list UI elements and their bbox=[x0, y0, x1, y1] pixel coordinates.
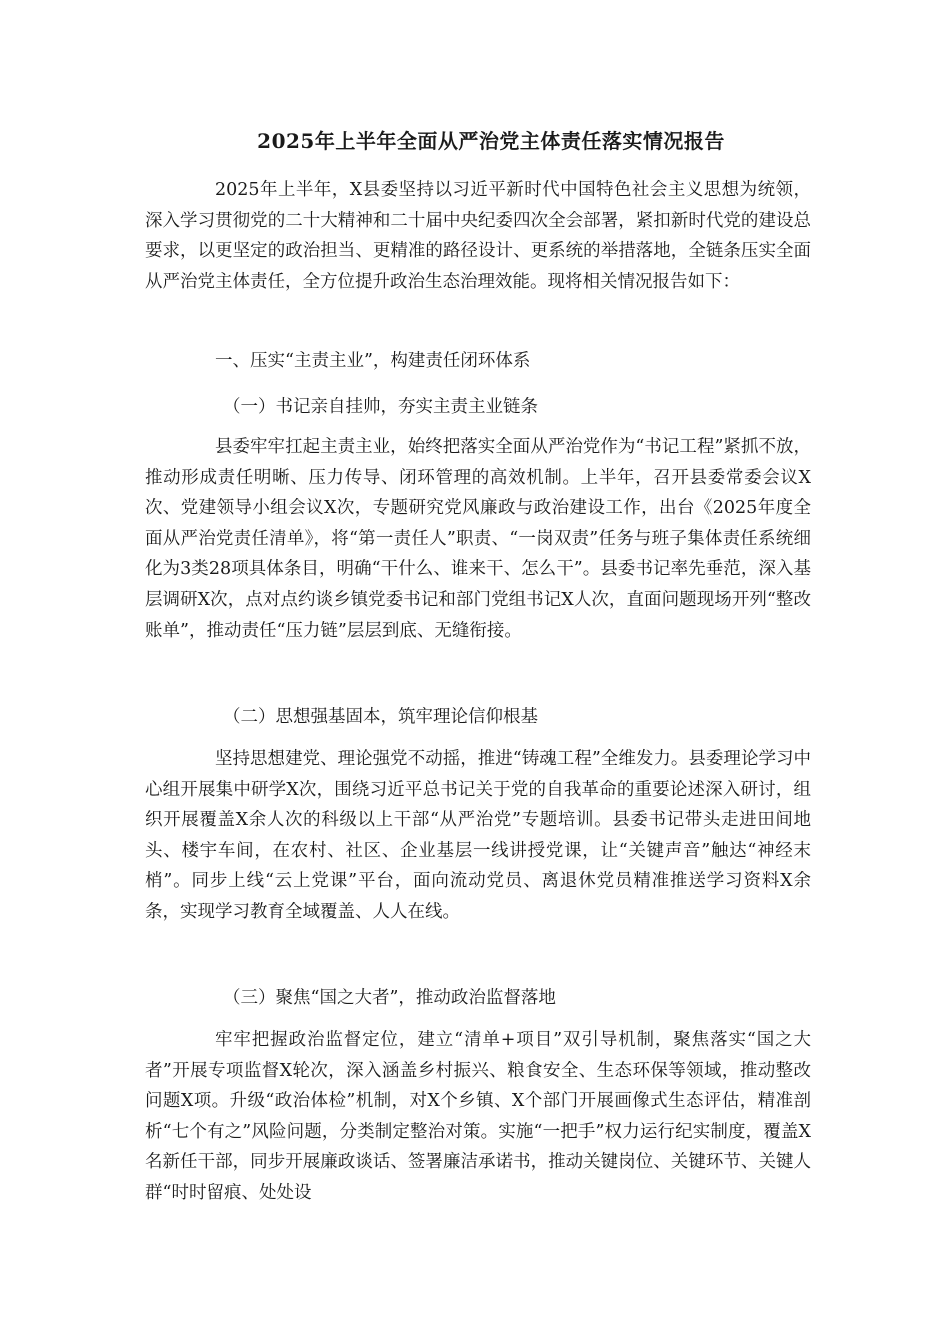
intro-paragraph: 2025年上半年，X县委坚持以习近平新时代中国特色社会主义思想为统领，深入学习贯彻党的二十大精神和二十届中央纪委四次全会部署，紧扣新时代党的建设总要求，以更坚定的政治担当、更精准的路径设计、更系统的举措落地，全链条压实全面从严治党主体责任，全方位提升政治生态治理效能。现将相关情况报告如下： bbox=[145, 180, 811, 292]
subsection-3-heading: （三）聚焦“国之大者”，推动政治监督落地 bbox=[223, 988, 556, 1008]
subsection-1-body: 县委牢牢扛起主责主业，始终把落实全面从严治党作为“书记工程”紧抓不放，推动形成责任明晰、压力传导、闭环管理的高效机制。上半年，召开县委常委会议X次、党建领导小组会议X次，专题研究党风廉政与政治建设工作，出台《2025年度全面从严治党责任清单》，将“第一责任人”职责、“一岗双责”任务与班子集体责任系统细化为3类28项具体条目，明确“干什么、谁来干、怎么干”。县委书记率先垂范，深入基层调研X次，点对点约谈乡镇党委书记和部门党组书记X人次，直面问题现场开列“整改账单”，推动责任“压力链”层层到底、无缝衔接。 bbox=[145, 437, 811, 641]
subsection-2-heading: （二）思想强基固本，筑牢理论信仰根基 bbox=[223, 707, 538, 727]
section-1-heading: 一、压实“主责主业”，构建责任闭环体系 bbox=[215, 351, 531, 371]
subsection-2-body: 坚持思想建党、理论强党不动摇，推进“铸魂工程”全维发力。县委理论学习中心组开展集中研学X次，围绕习近平总书记关于党的自我革命的重要论述深入研讨，组织开展覆盖X余人次的科级以上干部“从严治党”专题培训。县委书记带头走进田间地头、楼宇车间，在农村、社区、企业基层一线讲授党课，让“关键声音”触达“神经末梢”。同步上线“云上党课”平台，面向流动党员、离退休党员精准推送学习资料X余条，实现学习教育全域覆盖、人人在线。 bbox=[145, 749, 811, 922]
subsection-1-heading: （一）书记亲自挂帅，夯实主责主业链条 bbox=[223, 397, 538, 417]
subsection-3-body: 牢牢把握政治监督定位，建立“清单+项目”双引导机制，聚焦落实“国之大者”开展专项监督X轮次，深入涵盖乡村振兴、粮食安全、生态环保等领域，推动整改问题X项。升级“政治体检”机制，对X个乡镇、X个部门开展画像式生态评估，精准剖析“七个有之”风险问题，分类制定整治对策。实施“一把手”权力运行纪实制度，覆盖X名新任干部，同步开展廉政谈话、签署廉洁承诺书，推动关键岗位、关键环节、关键人群“时时留痕、处处设 bbox=[145, 1030, 811, 1203]
document-title: 2025年上半年全面从严治党主体责任落实情况报告 bbox=[257, 129, 725, 153]
